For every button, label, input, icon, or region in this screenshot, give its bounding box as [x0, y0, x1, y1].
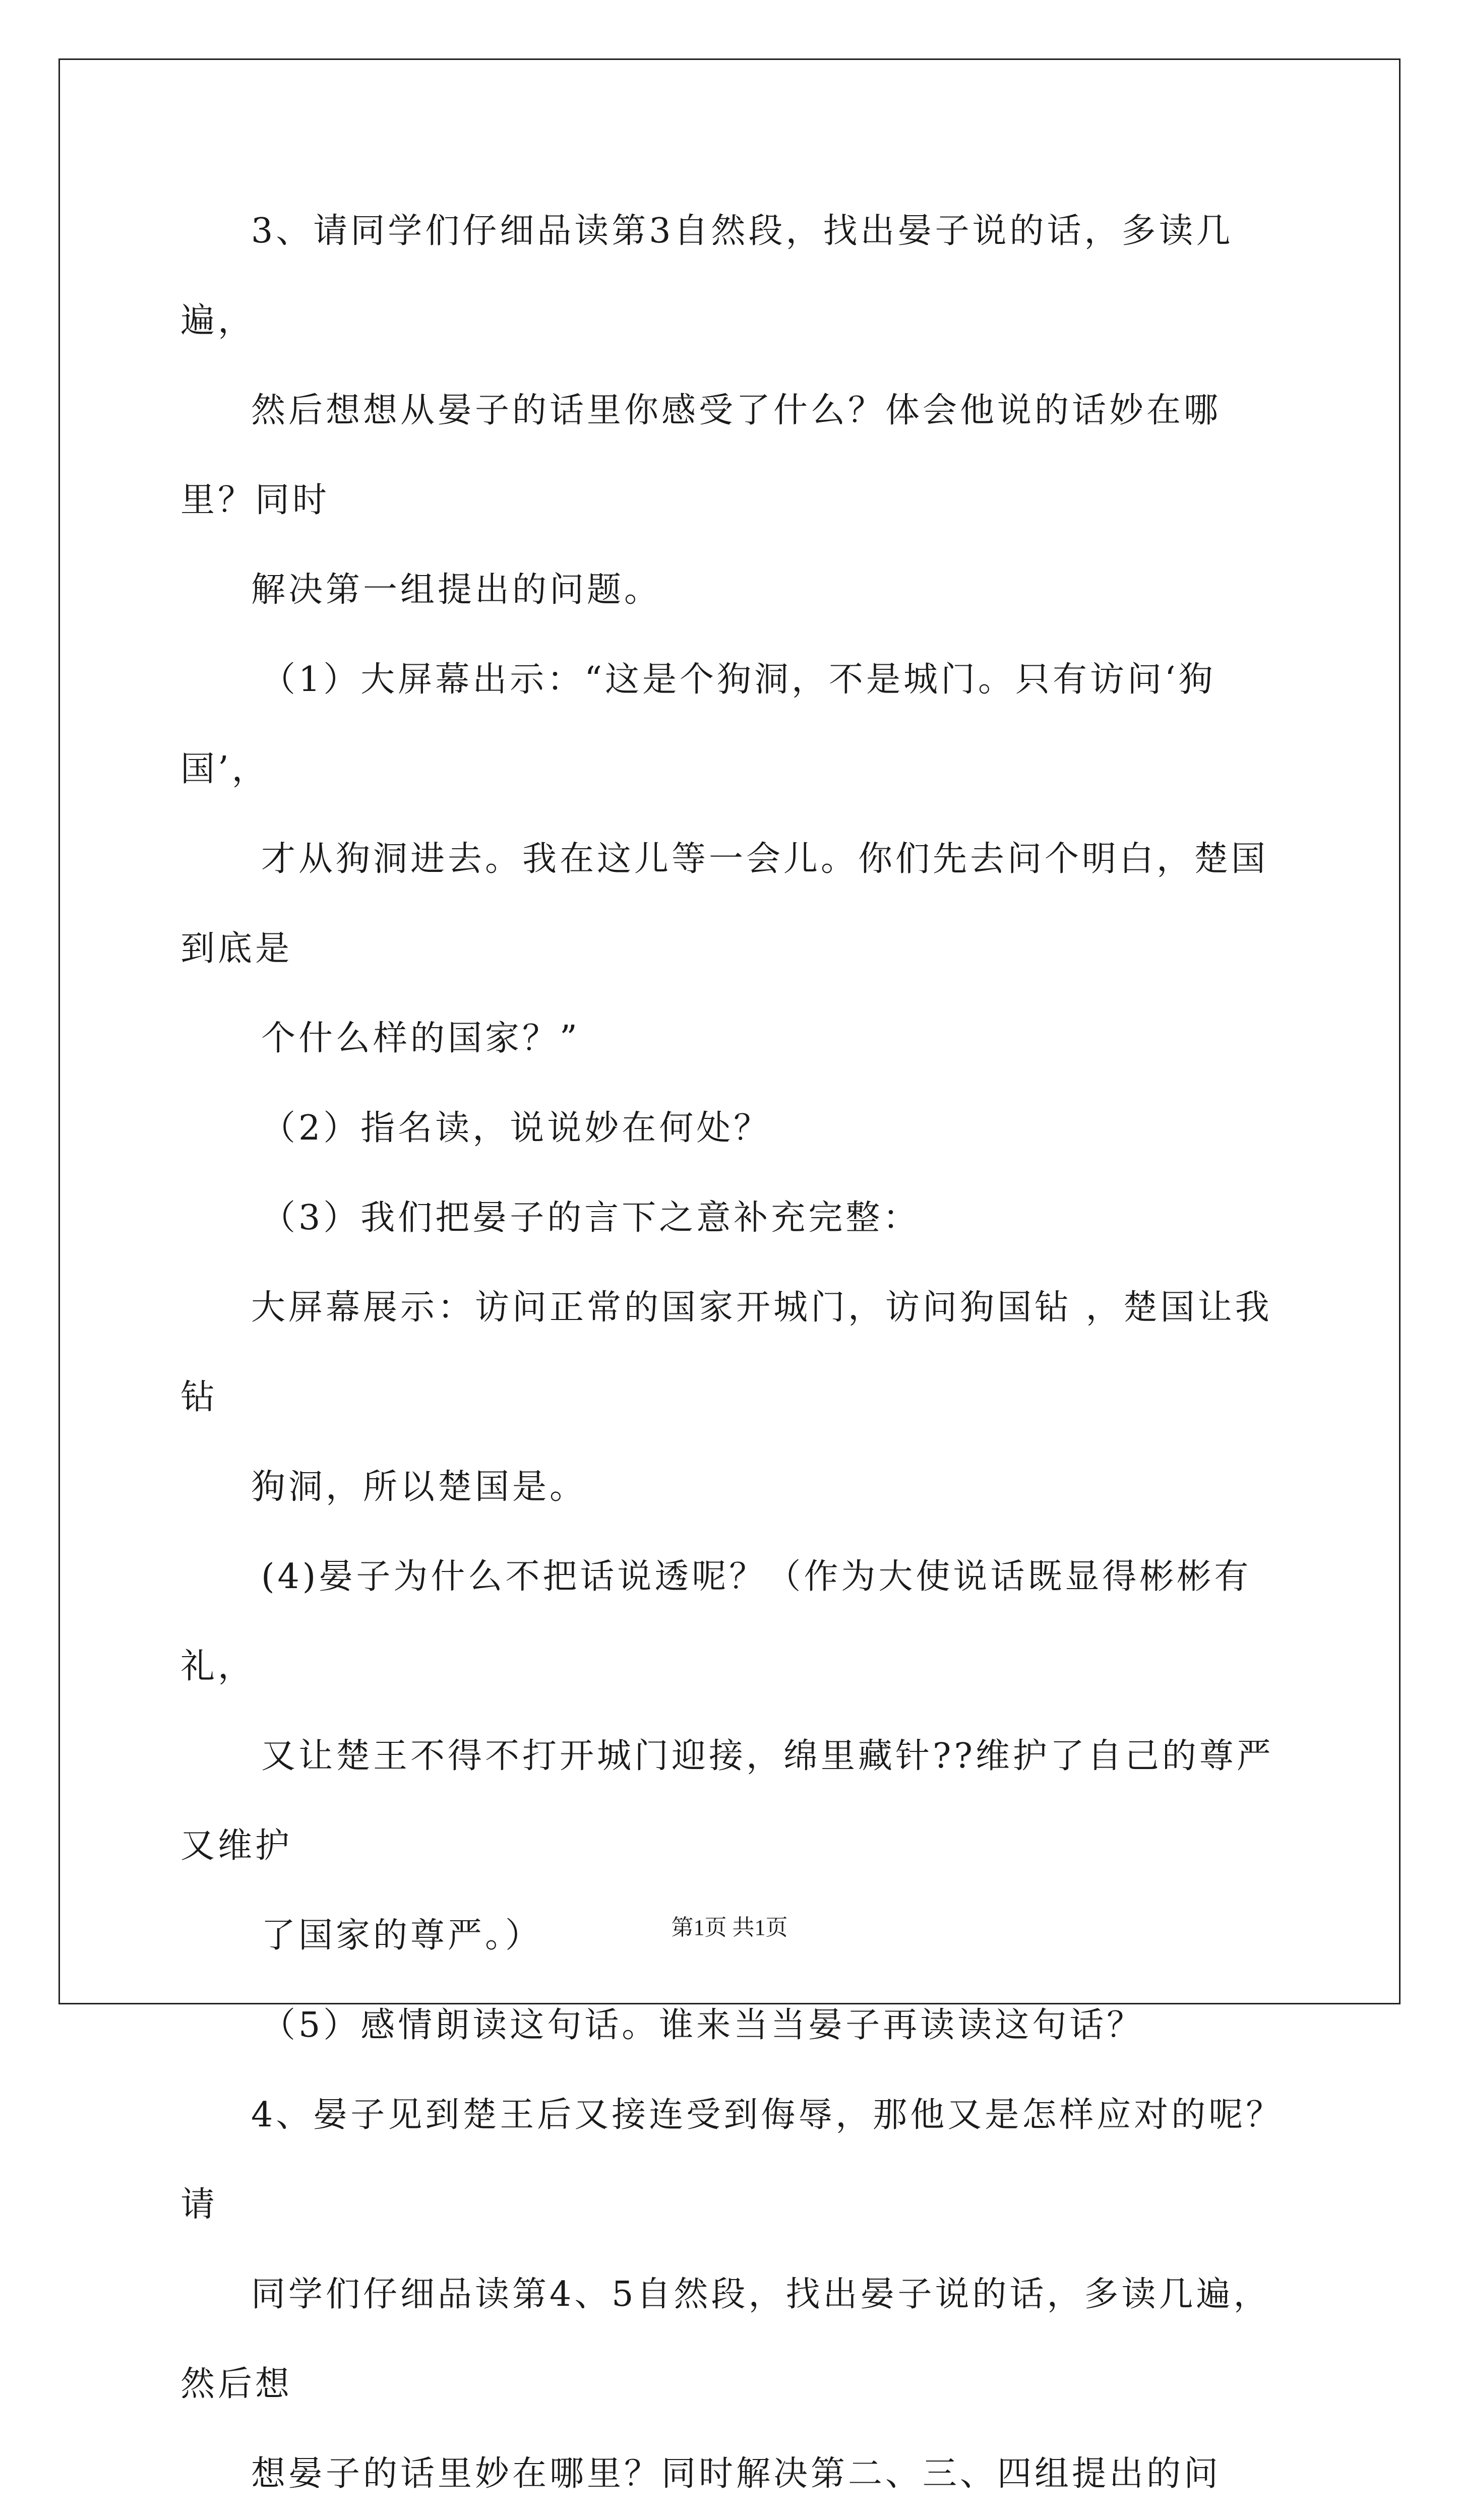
document-body — [180, 186, 1290, 2520]
paragraph-screen-display — [180, 1263, 1290, 1532]
page-number: 第1页 共1页 — [671, 1915, 788, 1940]
text-line: 才从狗洞进去。我在这儿等一会儿。你们先去问个明白，楚国到底是 — [180, 839, 1269, 969]
text-line: （3）我们把晏子的言下之意补充完整： — [261, 1198, 921, 1238]
paragraph-item-5 — [180, 1981, 1290, 2070]
text-line: (4)晏子为什么不把话说透呢？（作为大使说话既显得彬彬有礼， — [180, 1557, 1252, 1686]
text-line: （1）大屏幕出示：“这是个狗洞，不是城门。只有访问‘狗国’， — [180, 660, 1216, 789]
text-line: 又让楚王不得不打开城门迎接，绵里藏针??维护了自己的尊严又维护 — [180, 1736, 1274, 1866]
text-line: 大屏幕展示：访问正常的国家开城门，访问狗国钻 ，楚国让我钻 — [180, 1288, 1272, 1417]
paragraph-item-2 — [180, 1084, 1290, 1173]
text-line: 个什么样的国家？” — [261, 1019, 580, 1058]
text-line: 4、晏子见到楚王后又接连受到侮辱，那他又是怎样应对的呢？请 — [180, 2095, 1284, 2225]
text-line: 3、请同学们仔细品读第3自然段，找出晏子说的话，多读几遍， — [180, 211, 1234, 341]
paragraph-item-1 — [180, 635, 1290, 1084]
page-footer — [0, 1909, 1459, 1941]
text-line: 解决第一组提出的问题。 — [251, 570, 662, 610]
paragraph-step-4 — [180, 2070, 1290, 2520]
text-line: 了国家的尊严。） — [261, 1916, 543, 1956]
paragraph-item-3 — [180, 1173, 1290, 1263]
text-line: 想晏子的话里妙在哪里？同时解决第二、三、四组提出的问 — [251, 2454, 1222, 2494]
paragraph-step-3 — [180, 186, 1290, 635]
text-line: 狗洞，所以楚国是。 — [251, 1467, 587, 1507]
text-line: 同学们仔细品读第4、5自然段，找出晏子说的话，多读几遍，然后想 — [180, 2275, 1271, 2404]
text-line: 然后想想从晏子的话里你感受了什么？体会他说的话妙在哪里？同时 — [180, 391, 1222, 520]
text-line: （5）感情朗读这句话。谁来当当晏子再读读这句话？ — [261, 2005, 1144, 2045]
text-line: （2）指名读，说说妙在何处？ — [261, 1108, 771, 1148]
